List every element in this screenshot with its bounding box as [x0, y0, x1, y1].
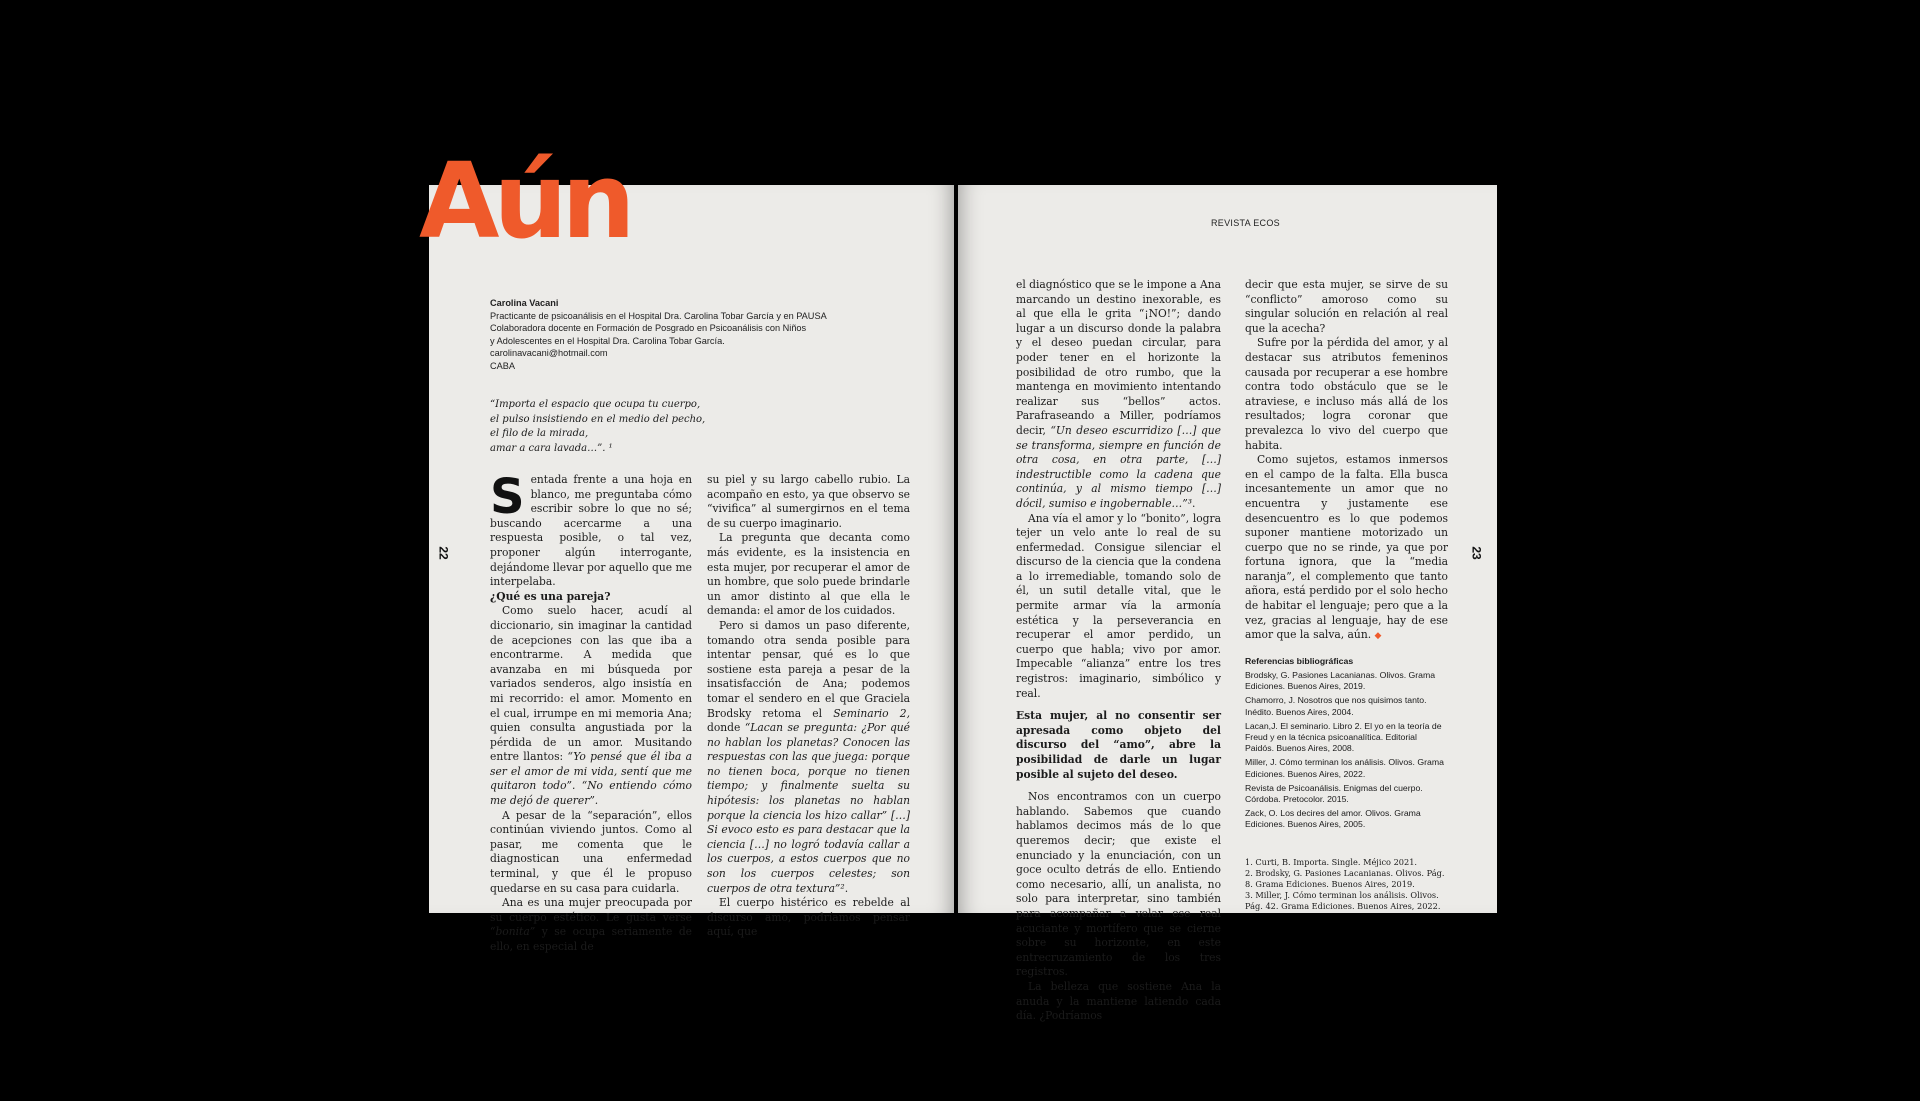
reference-item: Zack, O. Los decires del amor. Olivos. Grama Ediciones. Buenos Aires, 2005. [1245, 808, 1421, 830]
footnote: 2. Brodsky, G. Pasiones Lacanianas. Olivos. Pág. 8. Grama Ediciones. Buenos Aires, 2019. [1245, 867, 1445, 889]
references [1245, 656, 1448, 831]
page-number-right: 23 [1469, 546, 1484, 560]
epigraph-line: el pulso insistiendo en el medio del pecho, [490, 413, 706, 425]
right-page [958, 185, 1497, 1023]
paragraph: decir que esta mujer, se sirve de su “conflicto” amoroso como su singular solución en relación al real que la acecha? [1245, 278, 1448, 335]
author-info [490, 297, 890, 373]
epigraph-line: amar a cara lavada…”. ¹ [490, 442, 613, 454]
reference-item: Miller, J. Cómo terminan los análisis. Olivos. Grama Ediciones. Buenos Aires, 2022. [1245, 757, 1444, 779]
footnote: 3. Miller, J. Cómo terminan los análisis. Olivos. Pág. 42. Grama Ediciones. Buenos Aires, 2022. [1245, 889, 1441, 911]
quote: “Un deseo escurridizo […] que se transforma, siempre en función de otra cosa, en otra parte, […] indestructible como la cadena que continúa, y al mismo tiempo […] dócil, sumiso e ingobernable…”³ [1016, 423, 1221, 510]
emphasis: Seminario 2, [833, 706, 910, 720]
paragraph [707, 619, 910, 896]
author-email: carolinavacani@hotmail.com [490, 348, 608, 359]
text-column-4 [1245, 278, 1448, 912]
text-column-2 [707, 473, 910, 940]
paragraph-text: donde [707, 721, 741, 735]
footnote: 1. Curti, B. Importa. Single. Méjico 2021. [1245, 856, 1418, 867]
author-name: Carolina Vacani [490, 298, 559, 308]
reference-item: Chamorro, J. Nosotros que nos quisimos tanto. Inédito. Buenos Aires, 2004. [1245, 695, 1427, 717]
author-location: CABA [490, 360, 516, 371]
paragraph: Ana vía el amor y lo “bonito”, logra tejer un velo ante lo real de su enfermedad. Consigue silenciar el discurso de la ciencia que la condena a lo irremediable, tomando solo de él, un sutil detalle vital, que le permite armar vía la armonía estética y la perseverancia en recuperar el amor perdido, un cuerpo que habla; vivo por amor. Impecable “alianza” entre los tres registros: imaginario, simbólico y real. [1016, 511, 1221, 700]
paragraph: A pesar de la “separación”, ellos continúan viviendo juntos. Como al pasar, me comenta que le diagnostican una enfermedad terminal, y que él le propuso quedarse en su casa para cuidarla. [490, 808, 692, 895]
epigraph-line: “Importa el espacio que ocupa tu cuerpo, [490, 399, 701, 410]
paragraph-text: Pero si damos un paso diferente, tomando otra senda posible para intentar pensar, qué es lo que sostiene esta pareja a pesar de la insatisfacción de Ana; podemos tomar el sendero en el que Graciela Brodsky retoma el [707, 618, 910, 720]
text-column-3 [1016, 278, 1221, 1024]
paragraph-text: entada frente a una hoja en blanco, me preguntaba cómo escribir sobre lo que no sé; buscando acercarme a una respuesta posible, o tal vez, proponer algún interrogante, dejándome llevar por aquello que me interpelaba. [490, 473, 692, 589]
end-mark-icon: ◆ [1374, 631, 1382, 642]
epigraph-line: el filo de la mirada, [490, 428, 589, 439]
epigraph [490, 398, 750, 456]
reference-item: Brodsky, G. Pasiones Lacanianas. Olivos. Grama Ediciones. Buenos Aires, 2019. [1245, 670, 1436, 692]
reference-item: Revista de Psicoanálisis. Enigmas del cuerpo. Córdoba. Pretocolor. 2015. [1245, 782, 1423, 805]
references-heading: Referencias bibliográficas [1245, 655, 1354, 666]
paragraph: La belleza que sostiene Ana la anuda y la mantiene latiendo cada día. ¿Podríamos [1016, 979, 1221, 1023]
paragraph: La pregunta que decanta como más evidente, es la insistencia en esta mujer, por recuperar el amor de un hombre, que solo puede brindarle un amor distinto al que ella le demanda: el amor de los cuidados. [707, 531, 910, 618]
footnotes [1245, 857, 1448, 912]
paragraph [490, 604, 692, 808]
paragraph-text: Ana es una mujer preocupada por su cuerpo estético. Le gusta verse [490, 896, 692, 924]
paragraph [1016, 278, 1221, 512]
author-line: Colaboradora docente en Formación de Posgrado en Psicoanálisis con Niños [490, 323, 807, 334]
author-line: Practicante de psicoanálisis en el Hospital Dra. Carolina Tobar García y en PAUSA [490, 310, 827, 321]
paragraph: su piel y su largo cabello rubio. La acompaño en esto, ya que observo se “vivifica” al sumergirnos en el tema de su cuerpo imaginario. [707, 473, 910, 530]
paragraph [490, 896, 692, 954]
section-heading: ¿Qué es una pareja? [490, 589, 611, 603]
quote: “Yo pensé que él iba a ser el amor de mi vida, sentí que me quitaron todo”. “No entiendo cómo me dejó de querer”. [490, 750, 692, 808]
author-line: y Adolescentes en el Hospital Dra. Carolina Tobar García. [490, 335, 725, 346]
left-page [419, 140, 954, 953]
paragraph-text: Como suelo hacer, acudí al diccionario, sin imaginar la cantidad de acepciones con las que iba a encontrarme. A medida que avanzaba en mi búsqueda por variados senderos, algo insistía en mi recorrido: el amor. Momento en el cual, irrumpe en mi memoria Ana; quien consulta angustiada por la pérdida de un amor. Musitando entre llantos: [490, 604, 692, 764]
paragraph [490, 469, 692, 604]
quote: “Lacan se pregunta: ¿Por qué no hablan los planetas? Conocen las respuestas con las que juega: porque no tienen boca, porque no tienen tiempo; y finalmente suelta su hipótesis: los planetas no hablan porque la ciencia los hizo callar” […] Si evoco esto es para destacar que la ciencia […] no logró todavía callar a los cuerpos, a estos cuerpos que no son los cuerpos celestes; son cuerpos de otra textura”² [707, 721, 910, 895]
pull-quote: Esta mujer, al no consentir ser apresada como objeto del discurso del “amo”, abre la posibilidad de darle un lugar posible al sujeto del deseo. [1016, 709, 1221, 781]
article-title: Aún [419, 140, 630, 262]
page-number-left: 22 [436, 546, 451, 560]
paragraph: Nos encontramos con un cuerpo hablando. Sabemos que cuando hablamos decimos más de lo que queremos decir; que existe el enunciado y la enunciación, con un goce oculto detrás de ello. Entiendo como necesario, allí, un analista, no solo para interpretar, sino también para acompañar a velar ese real acuciante y mortífero que se cierne sobre su horizonte, en este entrecruzamiento de los tres registros. [1016, 790, 1221, 979]
reference-item: Lacan,J. El seminario. Libro 2. El yo en la teoría de Freud y en la técnica psicoanalítica. Editorial Paidós. Buenos Aires, 2008. [1245, 720, 1442, 754]
paragraph-text: y se ocupa seriamente de ello, en especial de [490, 925, 692, 953]
paragraph [1245, 453, 1448, 644]
text-column-1 [490, 469, 692, 955]
paragraph-text: . [1191, 496, 1196, 510]
paragraph: Sufre por la pérdida del amor, y al destacar sus atributos femeninos causada por recuperar a ese hombre contra todo obstáculo que se le atraviese, e incluso más allá de los resultados; logra coronar que prevalezca lo vivo del cuerpo que habita. [1245, 336, 1448, 452]
paragraph: El cuerpo histérico es rebelde al discurso amo, podríamos pensar aquí, que [707, 896, 910, 939]
emphasis: “bonita” [490, 925, 536, 939]
drop-cap: S [490, 469, 525, 525]
magazine-name: REVISTA ECOS [1211, 218, 1280, 228]
paragraph-text: . [844, 881, 849, 895]
paragraph-text: el diagnóstico que se le impone a Ana marcando un destino inexorable, es al que ella le grita “¡NO!”; dando lugar a un discurso donde la palabra y el deseo puedan circular, para poder tener en el horizonte la posibilidad de otro rumbo, que la mantenga en movimiento intentando realizar sus “bellos” actos. Parafraseando a Miller, podríamos decir, [1016, 278, 1221, 437]
paragraph-text: Como sujetos, estamos inmersos en el campo de la falta. Ella busca incesantemente un amor que no encuentra y justamente ese desencuentro es lo que podemos suponer mantiene motorizado un cuerpo que no se rinde, ya que por fortuna ignora, que la “media naranja”, el complemento que tanto añora, está perdido por el solo hecho de habitar el lenguaje; pero que a la vez, gracias al lenguaje, hay de ese amor que la salva, aún. [1245, 453, 1448, 642]
